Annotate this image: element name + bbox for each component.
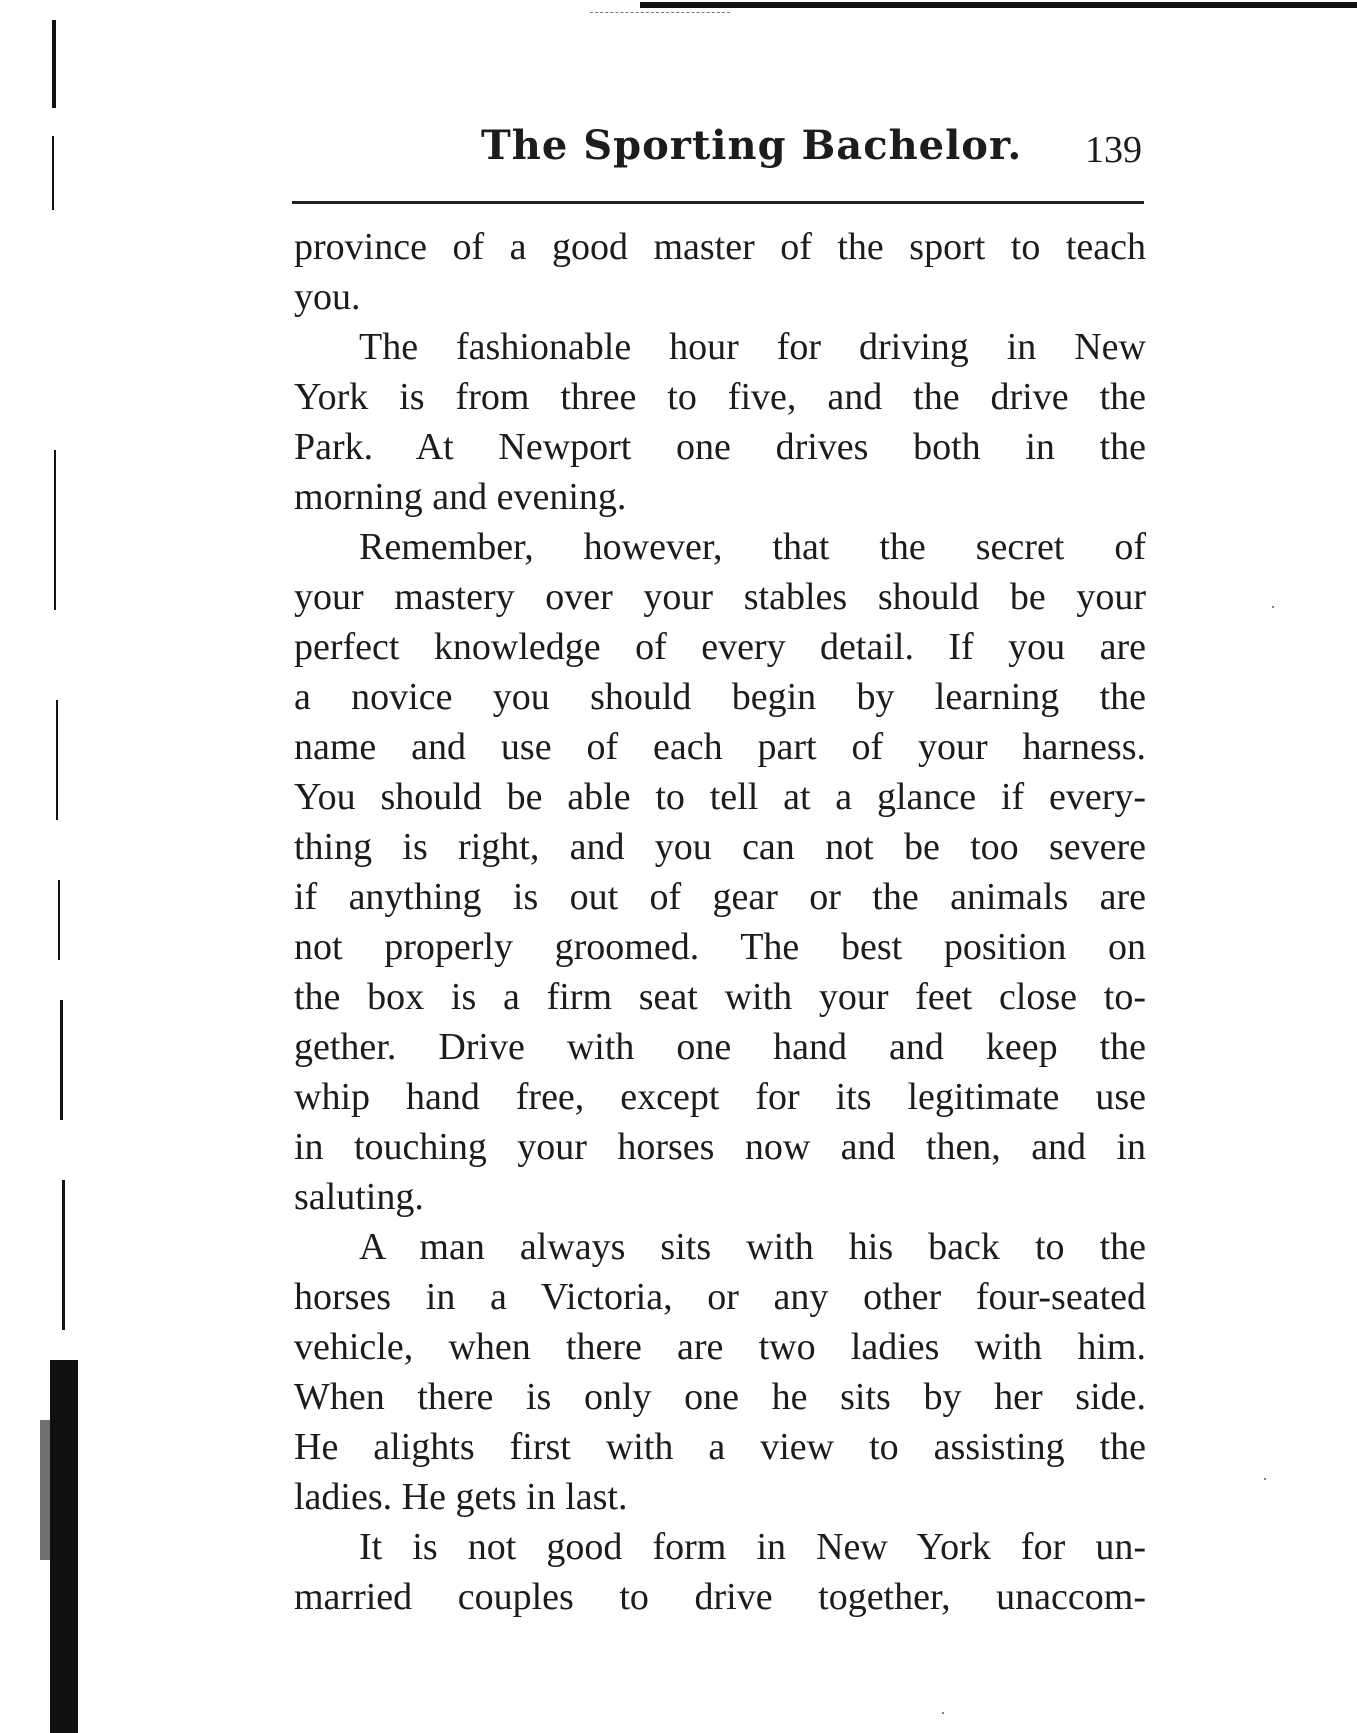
text-line: a novice you should begin by learning the xyxy=(294,676,1146,718)
scan-speck xyxy=(1272,606,1274,608)
scan-speck xyxy=(942,1712,944,1714)
paragraph xyxy=(294,1222,1146,1522)
text-line: perfect knowledge of every detail. If you are xyxy=(294,626,1146,668)
header-rule xyxy=(292,201,1144,204)
scan-edge-mark xyxy=(62,1180,65,1330)
text-line: A man always sits with his back to the xyxy=(359,1226,1146,1268)
text-line: York is from three to five, and the drive the xyxy=(294,376,1146,418)
text-line: name and use of each part of your harness. xyxy=(294,726,1146,768)
text-line: horses in a Victoria, or any other four-seated xyxy=(294,1276,1146,1318)
text-line: The fashionable hour for driving in New xyxy=(359,326,1146,368)
text-line: your mastery over your stables should be your xyxy=(294,576,1146,618)
text-line: if anything is out of gear or the animals are xyxy=(294,876,1146,918)
text-line: not properly groomed. The best position on xyxy=(294,926,1146,968)
running-title: The Sporting Bachelor. xyxy=(481,122,1023,169)
scan-edge-mark xyxy=(40,1420,52,1560)
text-line: gether. Drive with one hand and keep the xyxy=(294,1026,1146,1068)
text-line: thing is right, and you can not be too severe xyxy=(294,826,1146,868)
scan-edge-mark xyxy=(60,1000,63,1120)
text-line: It is not good form in New York for un- xyxy=(359,1526,1146,1568)
paragraph xyxy=(294,222,1146,322)
body-text xyxy=(294,222,1146,1622)
text-line: Remember, however, that the secret of xyxy=(359,526,1146,568)
scan-border-dash xyxy=(590,12,730,14)
text-line: saluting. xyxy=(294,1176,424,1218)
scan-edge-mark xyxy=(56,700,58,820)
text-line: morning and evening. xyxy=(294,476,627,518)
scan-edge-mark xyxy=(52,136,54,210)
paragraph xyxy=(294,322,1146,522)
text-line: you. xyxy=(294,276,361,318)
text-line: ladies. He gets in last. xyxy=(294,1476,628,1518)
text-line: province of a good master of the sport to teach xyxy=(294,226,1146,268)
scan-speck xyxy=(1264,1478,1266,1480)
scan-edge-mark xyxy=(54,450,56,610)
scan-border-top xyxy=(640,2,1357,8)
text-line: When there is only one he sits by her side. xyxy=(294,1376,1146,1418)
text-line: vehicle, when there are two ladies with him. xyxy=(294,1326,1146,1368)
scan-edge-mark xyxy=(50,1360,78,1733)
scan-edge-mark xyxy=(52,20,56,108)
text-line: whip hand free, except for its legitimate use xyxy=(294,1076,1146,1118)
paragraph xyxy=(294,1522,1146,1622)
page-header xyxy=(296,122,1142,182)
text-line: Park. At Newport one drives both in the xyxy=(294,426,1146,468)
text-line: He alights first with a view to assisting the xyxy=(294,1426,1146,1468)
scan-edge-mark xyxy=(58,880,60,960)
page-number: 139 xyxy=(1085,129,1142,171)
text-line: married couples to drive together, unaccom- xyxy=(294,1576,1146,1618)
paragraph xyxy=(294,522,1146,1222)
text-line: in touching your horses now and then, and in xyxy=(294,1126,1146,1168)
text-line: the box is a firm seat with your feet close to- xyxy=(294,976,1146,1018)
text-line: You should be able to tell at a glance if every- xyxy=(294,776,1146,818)
